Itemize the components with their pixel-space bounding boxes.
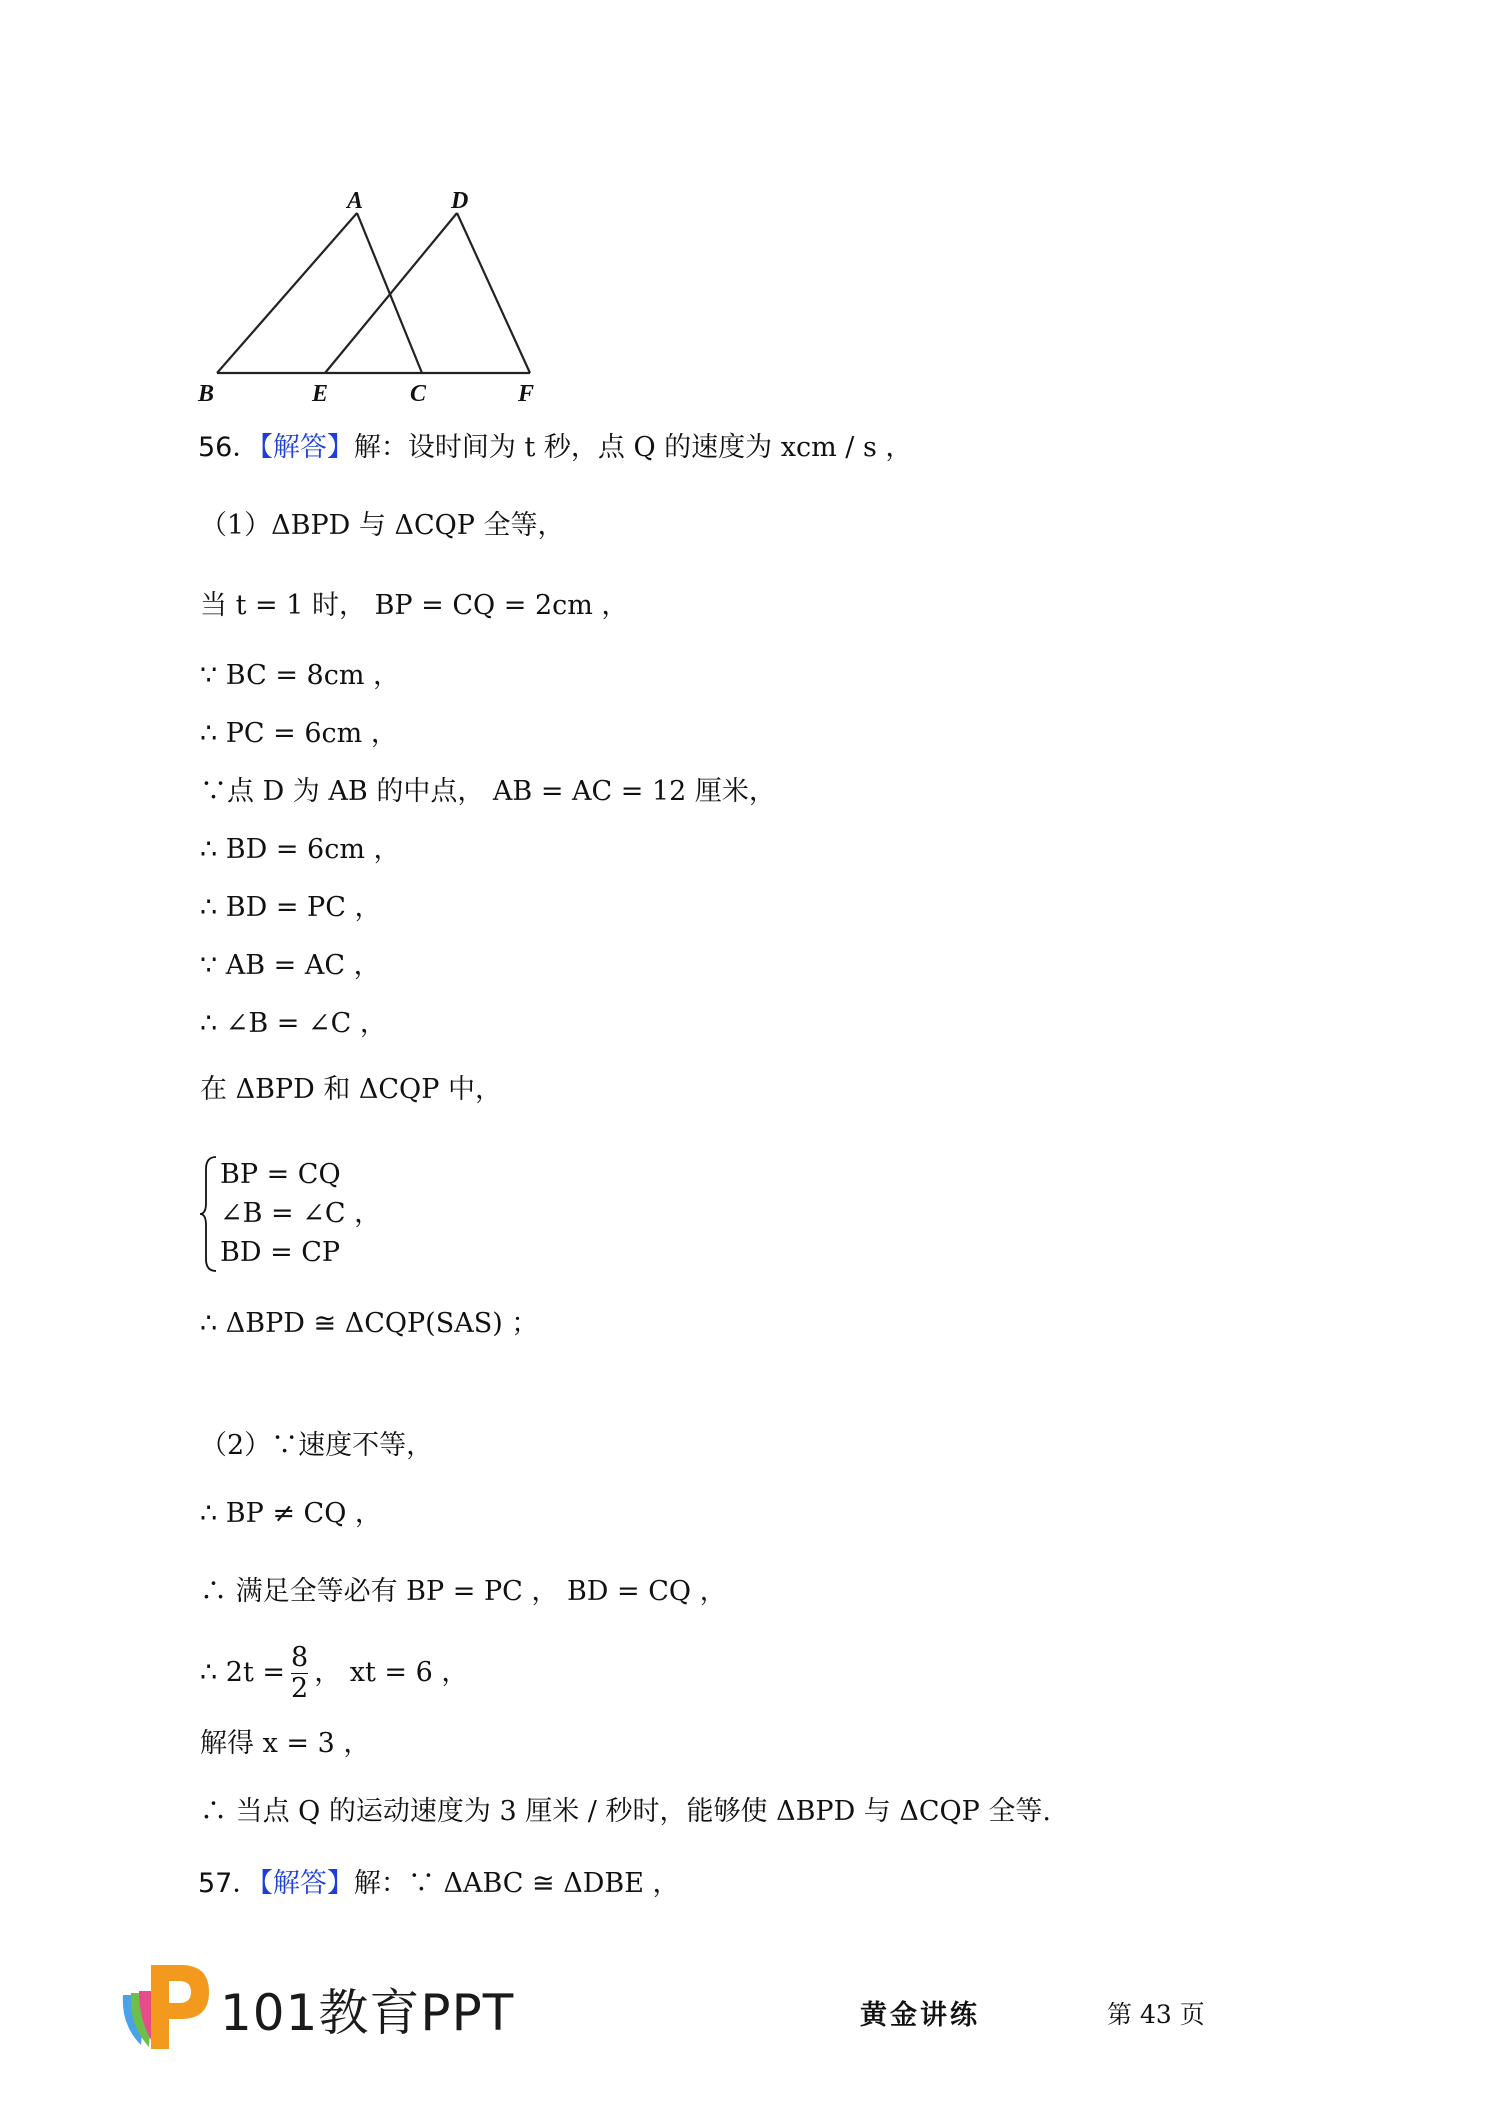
q56-line-13 xyxy=(200,1643,468,1704)
segment-ab xyxy=(217,213,357,373)
fraction-numerator: 8 xyxy=(291,1642,309,1673)
condition-3: BD = CP xyxy=(220,1237,341,1268)
q56-answer-tag: 【解答】 xyxy=(259,432,354,463)
q57-answer-tag: 【解答】 xyxy=(259,1868,354,1899)
condition-2: ∠B = ∠C ， xyxy=(220,1198,382,1229)
q56-line-8: ∴ ∠B = ∠C ， xyxy=(200,1008,387,1039)
logo-text: 101教育PPT xyxy=(220,1984,515,2042)
q56-line-3: ∴ PC = 6cm ， xyxy=(200,718,398,749)
q56-heading xyxy=(198,430,912,466)
label-c: C xyxy=(410,381,427,407)
fraction xyxy=(291,1643,308,1704)
q56-line-11: ∴ BP ≠ CQ ， xyxy=(200,1498,382,1529)
triangle-figure xyxy=(195,183,565,408)
condition-1: BP = CQ xyxy=(220,1159,341,1190)
label-f: F xyxy=(518,381,535,407)
q56-line-4: ∵点 D 为 AB 的中点， AB = AC = 12 厘米， xyxy=(200,776,776,807)
fraction-rhs: ， xt = 6 ， xyxy=(314,1657,469,1688)
footer-title: 黄金讲练 xyxy=(860,2000,980,2031)
q56-line-10: ∴ ΔBPD ≅ ΔCQP(SAS) ； xyxy=(200,1308,539,1339)
segment-ed xyxy=(325,213,457,373)
q57-number: 57． xyxy=(198,1868,260,1899)
fraction-denominator: 2 xyxy=(291,1673,309,1704)
logo-icon xyxy=(115,1955,215,2055)
triangle-diagram xyxy=(195,183,565,408)
label-d: D xyxy=(451,188,469,214)
q56-part2-head: （2）∵速度不等， xyxy=(200,1430,434,1461)
q57-intro: 解：∵ ΔABC ≅ ΔDBE ， xyxy=(353,1868,680,1899)
q56-line-9: 在 ΔBPD 和 ΔCQP 中， xyxy=(200,1074,502,1105)
q56-line-1: 当 t = 1 时， BP = CQ = 2cm ， xyxy=(200,590,629,621)
label-e: E xyxy=(312,381,329,407)
q56-line-7: ∵ AB = AC ， xyxy=(200,950,381,981)
q56-number: 56． xyxy=(198,432,260,463)
q56-part1-head: （1）ΔBPD 与 ΔCQP 全等， xyxy=(200,510,565,541)
page-footer xyxy=(0,1955,1488,2075)
q56-line-12: ∴ 满足全等必有 BP = PC ， BD = CQ ， xyxy=(200,1576,727,1607)
q56-intro: 解：设时间为 t 秒，点 Q 的速度为 xcm / s ， xyxy=(353,432,913,463)
q56-line-5: ∴ BD = 6cm ， xyxy=(200,834,401,865)
segment-ac xyxy=(357,213,422,373)
q56-line-2: ∵ BC = 8cm ， xyxy=(200,660,401,691)
label-b: B xyxy=(198,381,215,407)
label-a: A xyxy=(347,188,364,214)
left-brace xyxy=(200,1155,220,1273)
fraction-lhs: ∴ 2t = xyxy=(200,1657,285,1688)
segment-df xyxy=(457,213,530,373)
q56-line-6: ∴ BD = PC ， xyxy=(200,892,382,923)
page-number: 第 43 页 xyxy=(1107,2000,1205,2029)
q56-line-15: ∴ 当点 Q 的运动速度为 3 厘米 / 秒时，能够使 ΔBPD 与 ΔCQP 全等. xyxy=(200,1796,1052,1827)
q57-heading xyxy=(198,1866,680,1902)
q56-line-14: 解得 x = 3 ， xyxy=(200,1728,371,1759)
